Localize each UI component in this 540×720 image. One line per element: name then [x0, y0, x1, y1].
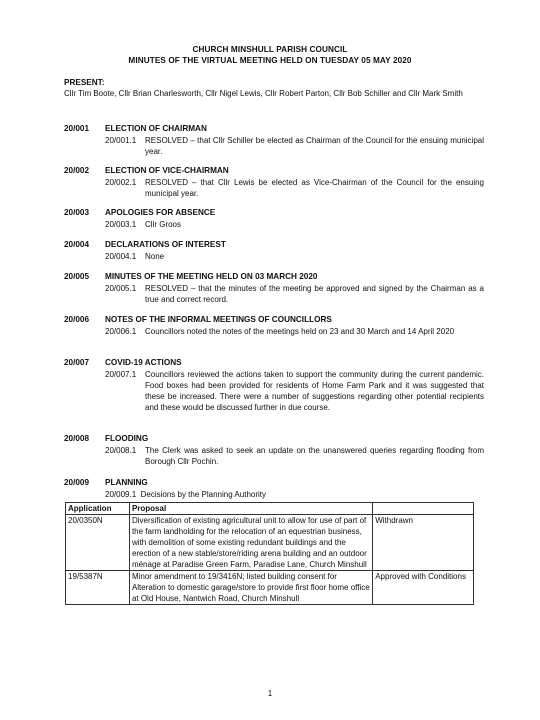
item-title: PLANNING — [105, 478, 148, 487]
column-header-application: Application — [66, 503, 130, 515]
sub-item-number: 20/009.1 — [105, 490, 137, 499]
agenda-item-004 — [64, 240, 484, 262]
sub-item — [105, 445, 484, 467]
item-title: MINUTES OF THE MEETING HELD ON 03 MARCH 2020 — [105, 272, 318, 281]
column-header-proposal: Proposal — [129, 503, 372, 515]
sub-item-text: RESOLVED – that Cllr Schiller be elected as Chairman of the Council for the ensuing municipal year. — [145, 136, 484, 156]
item-title: NOTES OF THE INFORMAL MEETINGS OF COUNCILLORS — [105, 315, 332, 324]
sub-item-number: 20/005.1 — [105, 284, 137, 293]
sub-item — [105, 219, 484, 230]
item-title: ELECTION OF VICE-CHAIRMAN — [105, 166, 229, 175]
sub-item-text: Councillors reviewed the actions taken to support the community during the current pandemic. Food boxes had been provided for residents of Home Farm Park and it was suggested that these be increased. There were a number of suggestions regarding other potential recipients and these would be discussed further in due course. — [145, 370, 484, 412]
sub-item-number: 20/008.1 — [105, 446, 137, 455]
present-list: Cllr Tim Boote, Cllr Brian Charlesworth, Cllr Nigel Lewis, Cllr Robert Parton, Cllr Bob Schiller and Cllr Mark Smith — [64, 89, 463, 98]
item-number: 20/007 — [64, 358, 90, 367]
item-number: 20/003 — [64, 208, 90, 217]
item-number: 20/008 — [64, 434, 90, 443]
application-ref: 19/5387N — [66, 571, 130, 605]
sub-item — [105, 251, 484, 262]
sub-item — [105, 283, 484, 305]
page-number: 1 — [267, 689, 273, 698]
sub-item — [105, 326, 484, 337]
sub-item-text: RESOLVED – that Cllr Lewis be elected as Vice-Chairman of the Council for the ensuing municipal year. — [145, 178, 484, 198]
column-header-decision — [373, 503, 474, 515]
sub-item-number: 20/002.1 — [105, 178, 137, 187]
item-title: APOLOGIES FOR ABSENCE — [105, 208, 216, 217]
agenda-item-009 — [64, 478, 484, 500]
item-title: DECLARATIONS OF INTEREST — [105, 240, 226, 249]
sub-item — [105, 369, 484, 413]
item-number: 20/004 — [64, 240, 90, 249]
agenda-item-007 — [64, 358, 484, 413]
present-label: PRESENT: — [64, 78, 105, 87]
application-ref: 20/0350N — [66, 515, 130, 571]
council-name: CHURCH MINSHULL PARISH COUNCIL — [192, 45, 348, 54]
item-number: 20/001 — [64, 124, 90, 133]
sub-item-text: RESOLVED – that the minutes of the meeting be approved and signed by the Chairman as a true and correct record. — [145, 284, 484, 304]
agenda-item-005 — [64, 272, 484, 305]
table-row — [66, 571, 474, 605]
agenda-item-006 — [64, 315, 484, 337]
agenda-item-003 — [64, 208, 484, 230]
planning-decisions-table — [65, 502, 474, 605]
sub-item — [105, 489, 484, 500]
sub-item-number: 20/007.1 — [105, 370, 137, 379]
proposal-text: Diversification of existing agricultural unit to allow for use of part of the farm landholding for the relocation of an equestrian business, with demolition of some existing redundant buildings and the erection of a new stable/store/riding arena building and an outdoor ménage at Paradise Green Farm, Paradise Lane, Church Minshull — [129, 515, 372, 571]
sub-item-text: None — [145, 252, 165, 261]
item-number: 20/005 — [64, 272, 90, 281]
minutes-title: MINUTES OF THE VIRTUAL MEETING HELD ON TUESDAY 05 MAY 2020 — [128, 56, 412, 65]
sub-item-number: 20/006.1 — [105, 327, 137, 336]
sub-item-text: The Clerk was asked to seek an update on the unanswered queries regarding flooding from Borough Cllr Pochin. — [145, 446, 484, 466]
agenda-item-008 — [64, 434, 484, 467]
table-row — [66, 515, 474, 571]
proposal-text: Minor amendment to 19/3416N; listed building consent for Alteration to domestic garage/store to provide first floor home office at Old House, Nantwich Road, Church Minshull — [129, 571, 372, 605]
decision-text: Approved with Conditions — [373, 571, 474, 605]
sub-item-number: 20/003.1 — [105, 220, 137, 229]
sub-item-text: Cllr Groos — [145, 220, 182, 229]
sub-item — [105, 135, 484, 157]
sub-item — [105, 177, 484, 199]
agenda-item-001 — [64, 124, 484, 157]
item-title: ELECTION OF CHAIRMAN — [105, 124, 207, 133]
item-number: 20/006 — [64, 315, 90, 324]
item-title: FLOODING — [105, 434, 149, 443]
table-header-row — [66, 503, 474, 515]
item-number: 20/002 — [64, 166, 90, 175]
item-number: 20/009 — [64, 478, 90, 487]
decision-text: Withdrawn — [373, 515, 474, 571]
agenda-item-002 — [64, 166, 484, 199]
sub-item-text: Decisions by the Planning Authority — [140, 490, 266, 499]
item-title: COVID-19 ACTIONS — [105, 358, 182, 367]
sub-item-number: 20/001.1 — [105, 136, 137, 145]
sub-item-number: 20/004.1 — [105, 252, 137, 261]
sub-item-text: Councillors noted the notes of the meetings held on 23 and 30 March and 14 April 2020 — [145, 327, 455, 336]
